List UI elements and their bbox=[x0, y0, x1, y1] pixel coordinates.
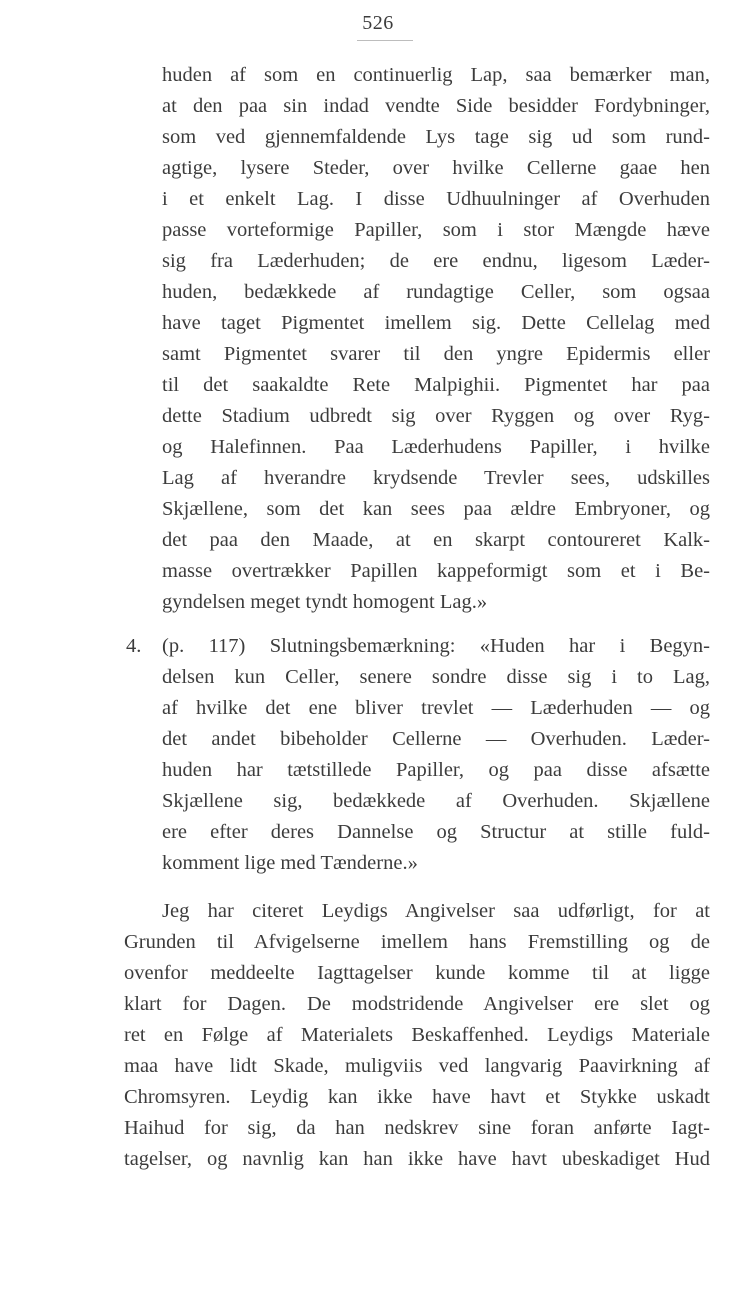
text-line: sig fra Læderhuden; de ere endnu, ligesom Læder- bbox=[162, 250, 710, 272]
text-line: komment lige med Tænderne.» bbox=[162, 852, 418, 874]
text-line: samt Pigmentet svarer til den yngre Epidermis eller bbox=[162, 343, 710, 365]
text-line: Skjællene sig, bedækkede af Overhuden. Skjællene bbox=[162, 790, 710, 812]
text-line: agtige, lysere Steder, over hvilke Cellerne gaae hen bbox=[162, 157, 710, 179]
text-line: ret en Følge af Materialets Beskaffenhed. Leydigs Materiale bbox=[124, 1024, 710, 1046]
text-line: maa have lidt Skade, muligviis ved langvarig Paavirkning af bbox=[124, 1055, 710, 1077]
text-line: huden af som en continuerlig Lap, saa bemærker man, bbox=[162, 64, 710, 86]
text-line: passe vorteformige Papiller, som i stor Mængde hæve bbox=[162, 219, 710, 241]
text-line: huden, bedækkede af rundagtige Celler, som ogsaa bbox=[162, 281, 710, 303]
text-line: have taget Pigmentet imellem sig. Dette Cellelag med bbox=[162, 312, 710, 334]
text-line: det paa den Maade, at en skarpt contoureret Kalk- bbox=[162, 529, 710, 551]
text-line: Jeg har citeret Leydigs Angivelser saa udførligt, for at bbox=[162, 900, 710, 922]
text-line: gyndelsen meget tyndt homogent Lag.» bbox=[162, 591, 488, 613]
text-line: klart for Dagen. De modstridende Angivelser ere slet og bbox=[124, 993, 710, 1015]
text-line: Lag af hverandre krydsende Trevler sees, udskilles bbox=[162, 467, 710, 489]
text-line: Haihud for sig, da han nedskrev sine foran anførte Iagt- bbox=[124, 1117, 710, 1139]
text-line: Grunden til Afvigelserne imellem hans Fremstilling og de bbox=[124, 931, 710, 953]
text-line: i et enkelt Lag. I disse Udhuulninger af Overhuden bbox=[162, 188, 710, 210]
text-line: (p. 117) Slutningsbemærkning: «Huden har i Begyn- bbox=[162, 635, 710, 657]
text-line: Chromsyren. Leydig kan ikke have havt et Stykke uskadt bbox=[124, 1086, 710, 1108]
text-line: tagelser, og navnlig kan han ikke have havt ubeskadiget Hud bbox=[124, 1148, 710, 1170]
text-line: dette Stadium udbredt sig over Ryggen og over Ryg- bbox=[162, 405, 710, 427]
note-number: 4. bbox=[126, 635, 142, 657]
text-line: og Halefinnen. Paa Læderhudens Papiller, i hvilke bbox=[162, 436, 710, 458]
text-line: at den paa sin indad vendte Side besidder Fordybninger, bbox=[162, 95, 710, 117]
text-line: af hvilke det ene bliver trevlet — Læderhuden — og bbox=[162, 697, 710, 719]
page-number-rule bbox=[357, 40, 413, 41]
text-line: det andet bibeholder Cellerne — Overhuden. Læder- bbox=[162, 728, 710, 750]
text-line: til det saakaldte Rete Malpighii. Pigmentet har paa bbox=[162, 374, 710, 396]
text-line: masse overtrækker Papillen kappeformigt som et i Be- bbox=[162, 560, 710, 582]
page-number: 526 bbox=[362, 12, 394, 34]
text-line: ere efter deres Dannelse og Structur at stille fuld- bbox=[162, 821, 710, 843]
text-line: som ved gjennemfaldende Lys tage sig ud som rund- bbox=[162, 126, 710, 148]
text-line: Skjællene, som det kan sees paa ældre Embryoner, og bbox=[162, 498, 710, 520]
text-line: huden har tætstillede Papiller, og paa disse afsætte bbox=[162, 759, 710, 781]
text-line: ovenfor meddeelte Iagttagelser kunde komme til at ligge bbox=[124, 962, 710, 984]
text-line: delsen kun Celler, senere sondre disse sig i to Lag, bbox=[162, 666, 710, 688]
